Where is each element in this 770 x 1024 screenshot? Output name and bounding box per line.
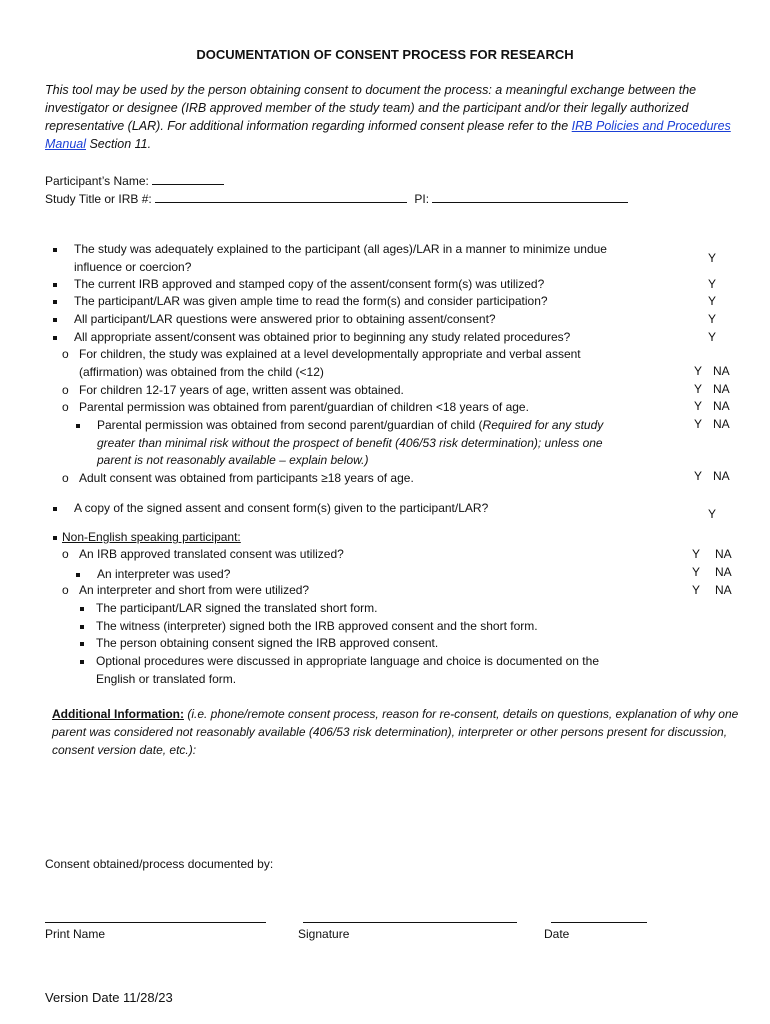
second-parent-text: Parental permission was obtained from second parent/guardian of child ( — [97, 418, 483, 432]
bullet-square-icon — [53, 536, 57, 540]
circle-bullet-icon: o — [62, 400, 69, 414]
answer-y-11[interactable]: Y — [708, 507, 717, 521]
answer-na-7[interactable]: NA — [713, 382, 730, 396]
print-name-line[interactable] — [45, 922, 266, 923]
item-optional-procedures: Optional procedures were discussed in appropriate language and choice is documented on the English or translated form. — [96, 654, 599, 686]
irb-manual-link[interactable]: IRB Policies and Procedures Manual — [45, 119, 731, 151]
study-title-row — [45, 190, 628, 208]
bullet-square-icon — [53, 248, 57, 252]
item-witness-signed: The witness (interpreter) signed both the IRB approved consent and the short form. — [96, 619, 538, 633]
item-interpreter-used: An interpreter was used? — [97, 567, 231, 581]
answer-na-6[interactable]: NA — [713, 364, 730, 378]
print-name-label: Print Name — [45, 927, 106, 941]
bullet-square-icon — [53, 336, 57, 340]
pi-field[interactable] — [432, 190, 628, 203]
answer-na-8[interactable]: NA — [713, 399, 730, 413]
second-parent-note: Required for any study greater than minimal risk without the prospect of benefit (406/53 risk determination); unless one parent is not reasonably available – explain below.) — [97, 418, 604, 467]
item-questions-answered: All participant/LAR questions were answered prior to obtaining assent/consent? — [74, 312, 496, 326]
item-ample-time: The participant/LAR was given ample time to read the form(s) and consider participation? — [74, 294, 548, 308]
answer-y-4[interactable]: Y — [708, 312, 717, 326]
intro-paragraph — [45, 81, 735, 153]
bullet-square-icon — [53, 300, 57, 304]
date-line[interactable] — [551, 922, 647, 923]
item-person-signed: The person obtaining consent signed the IRB approved consent. — [96, 636, 439, 650]
item-translated-consent: An IRB approved translated consent was utilized? — [79, 547, 344, 561]
answer-na-12[interactable]: NA — [715, 547, 732, 561]
study-title-field[interactable] — [155, 190, 407, 203]
answer-y-3[interactable]: Y — [708, 294, 717, 308]
signature-label: Signature — [298, 927, 350, 941]
version-date: Version Date 11/28/23 — [45, 990, 173, 1005]
bullet-square-icon — [80, 607, 84, 611]
non-english-heading: Non-English speaking participant: — [62, 530, 241, 544]
bullet-square-icon — [53, 283, 57, 287]
answer-y-6[interactable]: Y — [694, 364, 703, 378]
item-written-assent: For children 12-17 years of age, written assent was obtained. — [79, 383, 404, 397]
item-signed-short-form: The participant/LAR signed the translated short form. — [96, 601, 378, 615]
circle-bullet-icon: o — [62, 547, 69, 561]
item-current-form: The current IRB approved and stamped copy of the assent/consent form(s) was utilized? — [74, 277, 545, 291]
answer-y-10[interactable]: Y — [694, 469, 703, 483]
participant-name-label: Participant’s Name: — [45, 174, 149, 188]
answer-y-2[interactable]: Y — [708, 277, 717, 291]
item-short-form: An interpreter and short from were utilized? — [79, 583, 310, 597]
bullet-square-icon — [76, 573, 80, 577]
answer-y-5[interactable]: Y — [708, 330, 717, 344]
answer-na-13[interactable]: NA — [715, 565, 732, 579]
item-consent-prior: All appropriate assent/consent was obtained prior to beginning any study related procedures? — [74, 330, 571, 344]
participant-name-field[interactable] — [152, 172, 224, 185]
bullet-square-icon — [76, 424, 80, 428]
document-title: DOCUMENTATION OF CONSENT PROCESS FOR RESEARCH — [196, 47, 574, 62]
pi-label: PI: — [414, 192, 430, 206]
circle-bullet-icon: o — [62, 347, 69, 361]
item-adult-consent: Adult consent was obtained from participants ≥18 years of age. — [79, 471, 414, 485]
answer-na-9[interactable]: NA — [713, 417, 730, 431]
bullet-square-icon — [80, 625, 84, 629]
date-label: Date — [544, 927, 570, 941]
participant-name-row — [45, 172, 224, 190]
signature-line[interactable] — [303, 922, 517, 923]
item-second-parent — [97, 417, 627, 470]
answer-y-12[interactable]: Y — [692, 547, 701, 561]
item-children-verbal-assent: For children, the study was explained at a level developmentally appropriate and verbal assent (affirmation) was obtained from the child (<12) — [79, 347, 581, 379]
item-parental-permission: Parental permission was obtained from parent/guardian of children <18 years of age. — [79, 400, 529, 414]
answer-y-1[interactable]: Y — [708, 251, 717, 265]
bullet-square-icon — [53, 507, 57, 511]
answer-na-14[interactable]: NA — [715, 583, 732, 597]
answer-y-14[interactable]: Y — [692, 583, 701, 597]
circle-bullet-icon: o — [62, 471, 69, 485]
answer-y-8[interactable]: Y — [694, 399, 703, 413]
documented-by-label: Consent obtained/process documented by: — [45, 857, 274, 871]
item-study-explained: The study was adequately explained to the participant (all ages)/LAR in a manner to minimize undue influence or coercion? — [74, 242, 607, 274]
bullet-square-icon — [80, 642, 84, 646]
additional-information — [52, 705, 752, 759]
intro-after: Section 11. — [86, 137, 152, 151]
bullet-square-icon — [53, 318, 57, 322]
bullet-square-icon — [80, 660, 84, 664]
additional-info-text: (i.e. phone/remote consent process, reason for re-consent, details on questions, explanation of why one parent was considered not reasonably available (406/53 risk determination), interpreter or other persons present for discussion, consent version date, etc.): — [52, 707, 739, 757]
additional-info-label: Additional Information: — [52, 707, 184, 721]
answer-y-9[interactable]: Y — [694, 417, 703, 431]
circle-bullet-icon: o — [62, 583, 69, 597]
answer-y-7[interactable]: Y — [694, 382, 703, 396]
circle-bullet-icon: o — [62, 383, 69, 397]
intro-text: This tool may be used by the person obtaining consent to document the process: a meaningful exchange between the investigator or designee (IRB approved member of the study team) and the participant and/or their legally authorized representative (LAR). For additional information regarding informed consent please refer to the — [45, 83, 697, 133]
study-title-label: Study Title or IRB #: — [45, 192, 152, 206]
item-copy-given: A copy of the signed assent and consent form(s) given to the participant/LAR? — [74, 501, 489, 515]
answer-na-10[interactable]: NA — [713, 469, 730, 483]
answer-y-13[interactable]: Y — [692, 565, 701, 579]
